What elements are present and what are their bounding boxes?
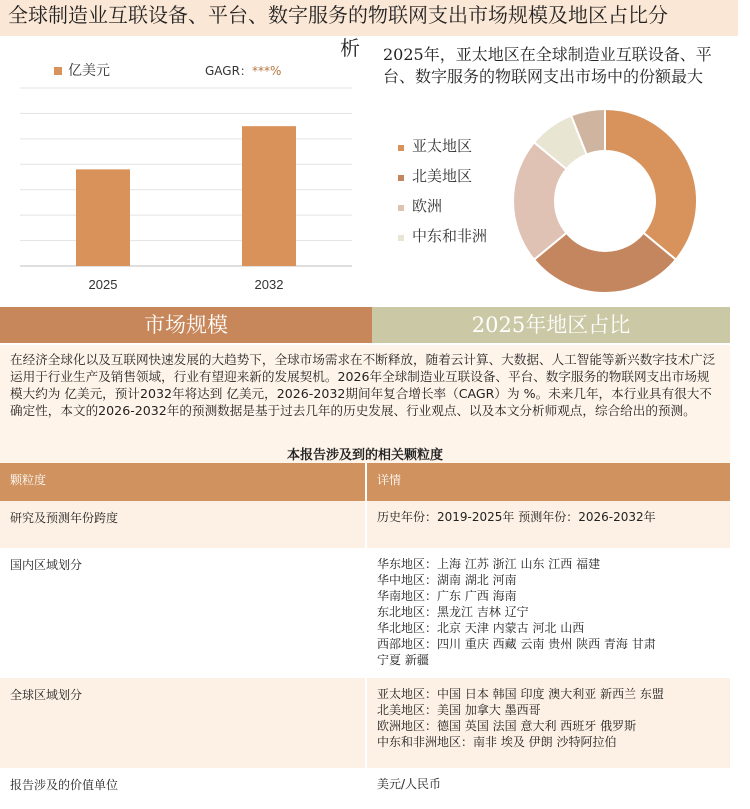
region-share-band: 2025年地区占比 <box>372 307 730 343</box>
pie-legend-item <box>398 166 508 196</box>
granularity-table-title: 本报告涉及到的相关颗粒度 <box>286 448 443 463</box>
page-title: 全球制造业互联设备、平台、数字服务的物联网支出市场规模及地区占比分 <box>0 0 738 36</box>
table-row <box>0 548 730 678</box>
table-header-granularity: 颗粒度 <box>0 463 366 501</box>
detail-line: 亚太地区：中国 日本 韩国 印度 澳大利亚 新西兰 东盟 <box>377 687 664 701</box>
row-details <box>366 501 730 548</box>
row-details <box>366 548 730 678</box>
pie-legend-item <box>398 196 508 226</box>
pie-legend-label: 中东和非洲 <box>412 227 488 245</box>
row-details <box>366 678 730 768</box>
pie-legend-label: 欧洲 <box>412 197 443 215</box>
row-label: 全球区域划分 <box>0 678 366 768</box>
detail-line: 中东和非洲地区：南非 埃及 伊朗 沙特阿拉伯 <box>377 735 617 749</box>
pie-legend-swatch <box>398 235 404 241</box>
table-row <box>0 501 730 548</box>
detail-line: 美元/人民币 <box>377 777 442 791</box>
pie-slice <box>605 109 697 260</box>
market-size-band: 市场规模 <box>0 307 372 343</box>
pie-chart <box>508 104 702 298</box>
detail-line: 华南地区：广东 广西 海南 <box>377 589 517 603</box>
detail-line: 华北地区：北京 天津 内蒙古 河北 山西 <box>377 621 585 635</box>
bar-tick-label: 2032 <box>254 277 284 292</box>
page-title-continuation: 析 <box>340 36 360 60</box>
bar-2032 <box>242 126 296 266</box>
granularity-table <box>0 463 730 808</box>
table-header-details: 详情 <box>366 463 730 501</box>
table-row <box>0 678 730 768</box>
pie-legend-item <box>398 226 508 256</box>
row-label: 研究及预测年份跨度 <box>0 501 366 548</box>
bar-tick-label: 2025 <box>88 277 118 292</box>
table-row <box>0 768 730 808</box>
pie-legend-label: 亚太地区 <box>412 137 473 155</box>
detail-line: 欧洲地区：德国 英国 法国 意大利 西班牙 俄罗斯 <box>377 719 637 733</box>
detail-line: 东北地区：黑龙江 吉林 辽宁 <box>377 605 529 619</box>
detail-line: 宁夏 新疆 <box>377 653 429 667</box>
cagr-prefix: GAGR： <box>205 64 252 78</box>
bar-legend-swatch <box>54 67 62 75</box>
row-label: 报告涉及的价值单位 <box>0 768 366 808</box>
summary-paragraph: 在经济全球化以及互联网快速发展的大趋势下，全球市场需求在不断释放，随着云计算、大数据、人工智能等新兴数字技术广泛运用于行业生产及销售领域，行业有望迎来新的发展契机。2026年全球制造业互联设备、平台、数字服务的物联网支出市场规模大约为 亿美元，预计2032年将达到 亿美元，2026-2032期间年复合增长率（CAGR）为 %。未来几年，本行业具有很大不确定性，本文的2026-2032年的预测数据是基于过去几年的历史发展、行业观点、以及本文分析师观点，综合给出的预测。 <box>0 345 730 463</box>
pie-legend-swatch <box>398 205 404 211</box>
pie-legend-label: 北美地区 <box>412 167 473 185</box>
pie-legend-item <box>398 136 508 166</box>
detail-line: 历史年份：2019-2025年 预测年份：2026-2032年 <box>377 510 656 524</box>
bar-chart <box>0 36 372 302</box>
pie-legend-swatch <box>398 145 404 151</box>
row-label: 国内区域划分 <box>0 548 366 678</box>
bar-2025 <box>76 169 130 266</box>
detail-line: 华东地区：上海 江苏 浙江 山东 江西 福建 <box>377 557 601 571</box>
table-header-row <box>0 463 730 501</box>
cagr-label <box>205 62 281 79</box>
pie-heading: 2025年，亚太地区在全球制造业互联设备、平台、数字服务的物联网支出市场中的份额最大 <box>383 45 712 86</box>
cagr-value: ***% <box>251 64 282 78</box>
detail-line: 北美地区：美国 加拿大 墨西哥 <box>377 703 541 717</box>
bar-legend-label: 亿美元 <box>68 63 110 79</box>
detail-line: 西部地区：四川 重庆 西藏 云南 贵州 陕西 青海 甘肃 <box>377 637 656 651</box>
row-details <box>366 768 730 808</box>
detail-line: 华中地区：湖南 湖北 河南 <box>377 573 517 587</box>
pie-legend <box>398 136 508 256</box>
pie-legend-swatch <box>398 175 404 181</box>
